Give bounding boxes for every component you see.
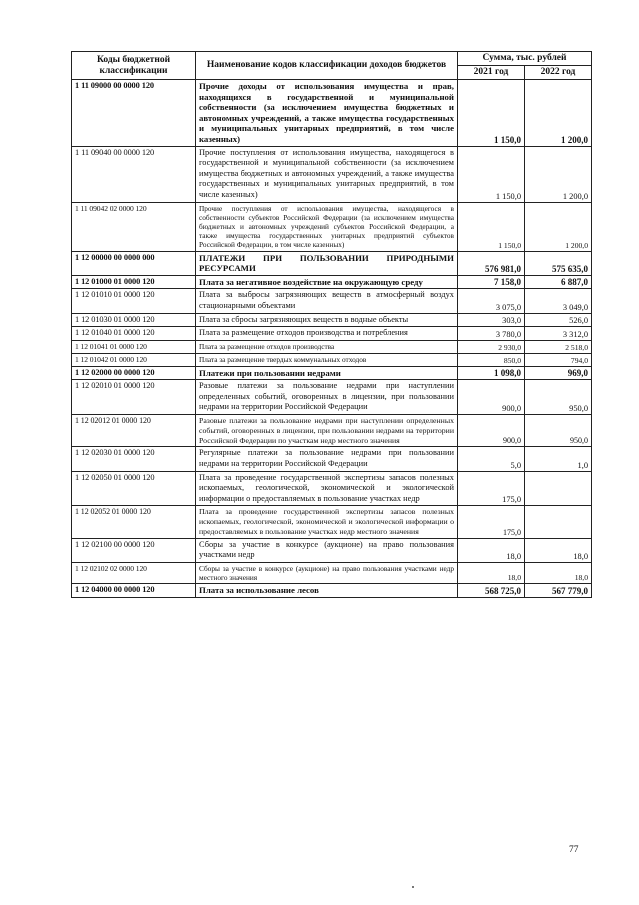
row-name: Плата за сбросы загрязняющих веществ в водные объекты <box>196 313 458 327</box>
row-name: Плата за выбросы загрязняющих веществ в атмосферный воздух стационарными объектами <box>196 289 458 313</box>
table-body <box>72 80 592 598</box>
row-code: 1 12 02102 02 0000 120 <box>72 563 196 584</box>
row-code: 1 12 01042 01 0000 120 <box>72 353 196 366</box>
table-row <box>72 313 592 327</box>
row-value-2021: 900,0 <box>458 380 525 415</box>
table-row <box>72 146 592 202</box>
row-code: 1 12 01000 01 0000 120 <box>72 275 196 289</box>
row-value-2022: 3 049,0 <box>525 289 592 313</box>
row-value-2021: 175,0 <box>458 506 525 538</box>
row-name: Плата за размещение твердых коммунальных отходов <box>196 353 458 366</box>
row-code: 1 12 02010 01 0000 120 <box>72 380 196 415</box>
row-value-2021: 850,0 <box>458 353 525 366</box>
row-name: Плата за проведение государственной экспертизы запасов полезных ископаемых, геологической, экономической и экологической информации о предоставляемых в пользование участках недр <box>196 471 458 506</box>
row-name: Регулярные платежи за пользование недрами при пользовании недрами на территории Российской Федерации <box>196 447 458 471</box>
row-code: 1 12 01010 01 0000 120 <box>72 289 196 313</box>
row-code: 1 12 02000 00 0000 120 <box>72 366 196 380</box>
table-row <box>72 563 592 584</box>
row-name: Сборы за участие в конкурсе (аукционе) на право пользования участками недр местного значения <box>196 563 458 584</box>
table-row <box>72 415 592 447</box>
header-sum: Сумма, тыс. рублей <box>458 52 592 66</box>
header-code: Коды бюджетной классификации <box>72 52 196 80</box>
row-value-2022 <box>525 506 592 538</box>
row-value-2021: 1 098,0 <box>458 366 525 380</box>
table-row <box>72 202 592 251</box>
table-row <box>72 506 592 538</box>
row-code: 1 12 00000 00 0000 000 <box>72 251 196 275</box>
row-value-2021: 175,0 <box>458 471 525 506</box>
table-header <box>72 52 592 80</box>
table-row <box>72 471 592 506</box>
header-name: Наименование кодов классификации доходов бюджетов <box>196 52 458 80</box>
table-row <box>72 275 592 289</box>
row-value-2021: 303,0 <box>458 313 525 327</box>
budget-table <box>71 51 592 598</box>
scan-speck <box>412 886 414 888</box>
row-code: 1 12 01040 01 0000 120 <box>72 327 196 341</box>
table-row <box>72 538 592 562</box>
row-value-2022: 567 779,0 <box>525 584 592 598</box>
row-name: Плата за проведение государственной экспертизы запасов полезных ископаемых, геологической, экономической и экологической информации о предоставляемых в пользование участках недр местного значения <box>196 506 458 538</box>
row-value-2022: 575 635,0 <box>525 251 592 275</box>
row-value-2022: 18,0 <box>525 538 592 562</box>
row-code: 1 11 09040 00 0000 120 <box>72 146 196 202</box>
row-value-2021: 3 780,0 <box>458 327 525 341</box>
row-code: 1 11 09042 02 0000 120 <box>72 202 196 251</box>
table-row <box>72 251 592 275</box>
page-number: 77 <box>569 845 579 855</box>
row-value-2021: 7 158,0 <box>458 275 525 289</box>
row-value-2021: 5,0 <box>458 447 525 471</box>
header-year-2022: 2022 год <box>525 66 592 80</box>
row-code: 1 12 02052 01 0000 120 <box>72 506 196 538</box>
row-value-2022: 950,0 <box>525 380 592 415</box>
row-value-2022 <box>525 471 592 506</box>
table-row <box>72 366 592 380</box>
table-row <box>72 447 592 471</box>
row-value-2021: 1 150,0 <box>458 202 525 251</box>
row-value-2022: 1 200,0 <box>525 202 592 251</box>
row-code: 1 12 02050 01 0000 120 <box>72 471 196 506</box>
row-value-2021: 18,0 <box>458 538 525 562</box>
table-row <box>72 327 592 341</box>
row-value-2022: 969,0 <box>525 366 592 380</box>
table-row <box>72 353 592 366</box>
row-name: Прочие доходы от использования имущества и прав, находящихся в государственной и муниципальной собственности (за исключением имущества бюджетных и автономных учреждений, а также имущества государственных и муниципальных унитарных предприятий, в том числе казенных) <box>196 80 458 147</box>
row-value-2022: 1 200,0 <box>525 146 592 202</box>
row-value-2022: 3 312,0 <box>525 327 592 341</box>
header-year-2021: 2021 год <box>458 66 525 80</box>
row-code: 1 12 01030 01 0000 120 <box>72 313 196 327</box>
row-value-2021: 568 725,0 <box>458 584 525 598</box>
row-name: Прочие поступления от использования имущества, находящегося в государственной и муниципальной собственности (за исключением имущества бюджетных и автономных учреждений, а также имущества государственных и муниципальных унитарных предприятий, в том числе казенных) <box>196 146 458 202</box>
row-value-2021: 3 075,0 <box>458 289 525 313</box>
row-value-2021: 2 930,0 <box>458 340 525 353</box>
table-row <box>72 289 592 313</box>
row-name: Плата за негативное воздействие на окружающую среду <box>196 275 458 289</box>
row-value-2022: 18,0 <box>525 563 592 584</box>
row-value-2021: 1 150,0 <box>458 80 525 147</box>
table-row <box>72 340 592 353</box>
row-code: 1 12 04000 00 0000 120 <box>72 584 196 598</box>
row-name: ПЛАТЕЖИ ПРИ ПОЛЬЗОВАНИИ ПРИРОДНЫМИ РЕСУРСАМИ <box>196 251 458 275</box>
row-value-2021: 1 150,0 <box>458 146 525 202</box>
table-row <box>72 80 592 147</box>
row-value-2022: 794,0 <box>525 353 592 366</box>
row-code: 1 11 09000 00 0000 120 <box>72 80 196 147</box>
row-code: 1 12 02030 01 0000 120 <box>72 447 196 471</box>
row-name: Плата за использование лесов <box>196 584 458 598</box>
row-name: Плата за размещение отходов производства и потребления <box>196 327 458 341</box>
row-name: Сборы за участие в конкурсе (аукционе) на право пользования участками недр <box>196 538 458 562</box>
row-value-2022: 950,0 <box>525 415 592 447</box>
row-value-2021: 576 981,0 <box>458 251 525 275</box>
row-value-2021: 18,0 <box>458 563 525 584</box>
row-code: 1 12 02100 00 0000 120 <box>72 538 196 562</box>
row-value-2022: 6 887,0 <box>525 275 592 289</box>
row-name: Прочие поступления от использования имущества, находящегося в собственности субъектов Российской Федерации (за исключением имущества бюджетных и автономных учреждений субъектов Российской Федерации, а также имущества государственных унитарных предприятий субъектов Российской Федерации, в том числе казенных) <box>196 202 458 251</box>
row-name: Разовые платежи за пользование недрами при наступлении определенных событий, оговоренных в лицензии, при пользовании недрами на территории Российской Федерации <box>196 380 458 415</box>
table-row <box>72 584 592 598</box>
row-value-2022: 1,0 <box>525 447 592 471</box>
row-value-2022: 1 200,0 <box>525 80 592 147</box>
row-value-2022: 2 518,0 <box>525 340 592 353</box>
row-code: 1 12 02012 01 0000 120 <box>72 415 196 447</box>
row-value-2021: 900,0 <box>458 415 525 447</box>
row-value-2022: 526,0 <box>525 313 592 327</box>
row-code: 1 12 01041 01 0000 120 <box>72 340 196 353</box>
row-name: Платежи при пользовании недрами <box>196 366 458 380</box>
table-row <box>72 380 592 415</box>
row-name: Плата за размещение отходов производства <box>196 340 458 353</box>
row-name: Разовые платежи за пользование недрами при наступлении определенных событий, оговоренных в лицензии, при пользовании недрами на территории Российской Федерации по участкам недр местного значения <box>196 415 458 447</box>
